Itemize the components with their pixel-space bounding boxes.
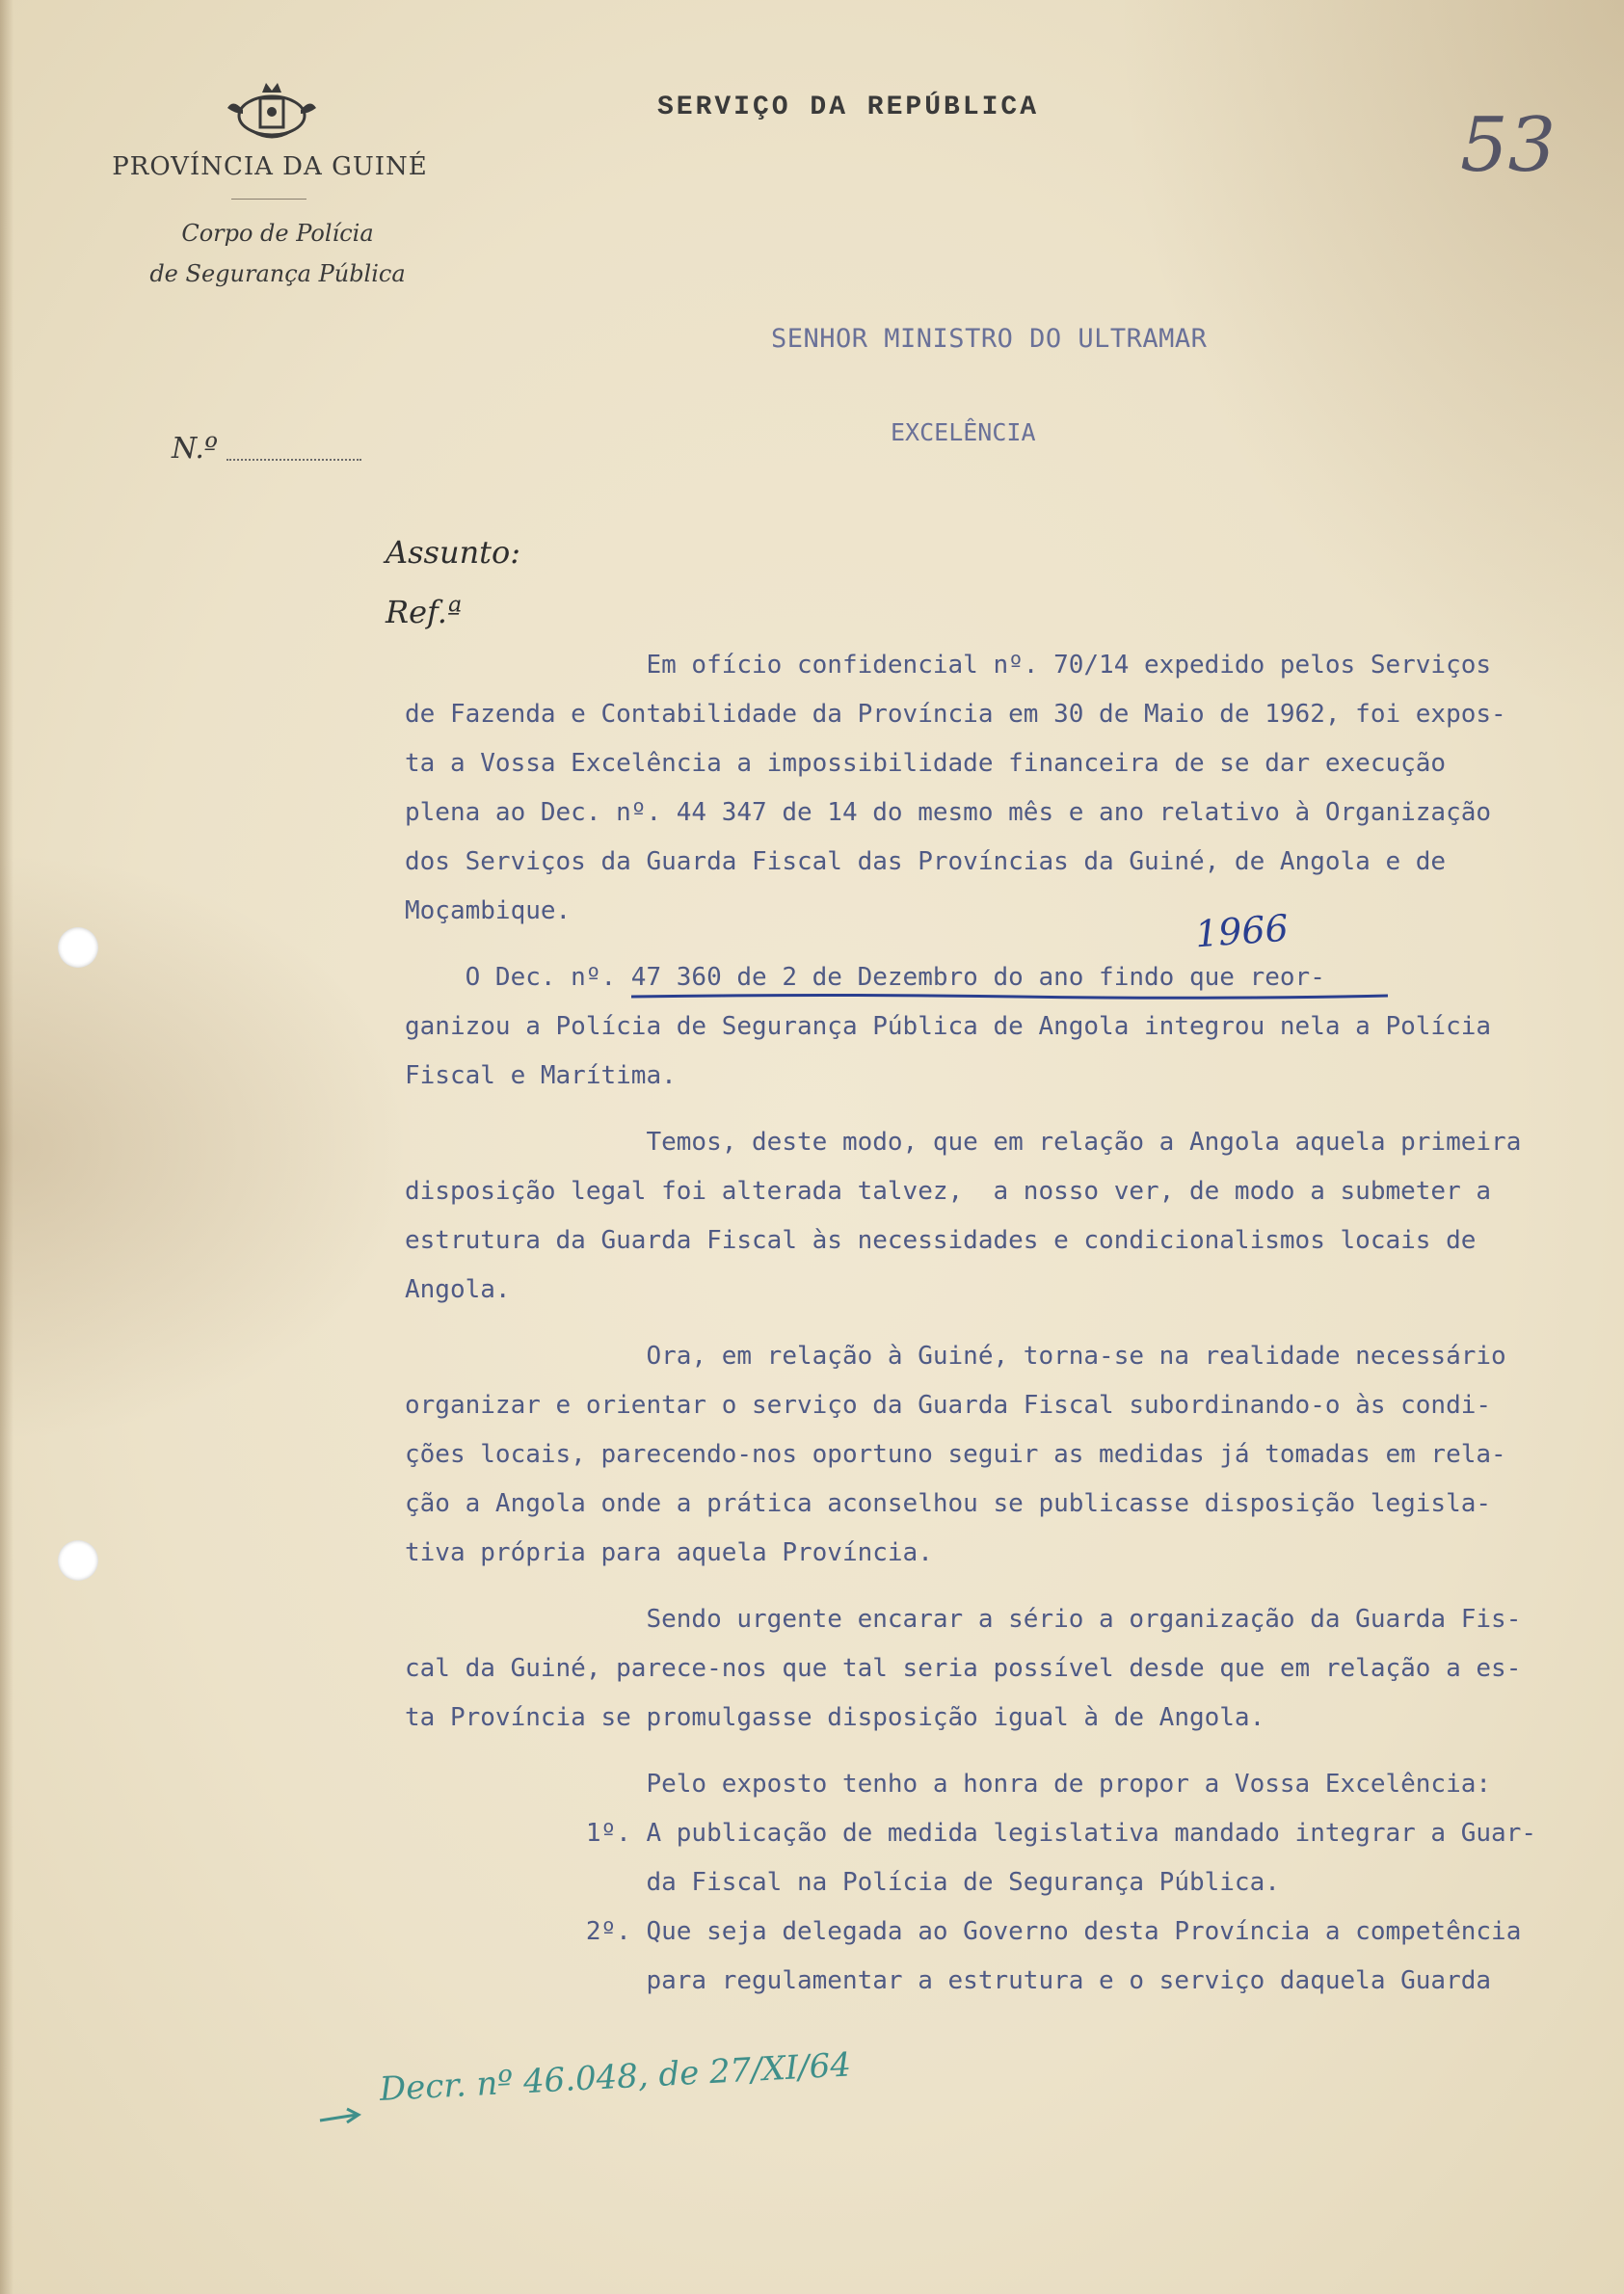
coat-of-arms-icon (224, 69, 320, 145)
corp-line-1: Corpo de Polícia (181, 220, 374, 247)
body-line: para regulamentar a estrutura e o serviço daquela Guarda (405, 1966, 1492, 1995)
paragraph-gap (405, 1578, 1552, 1595)
body-line: Temos, deste modo, que em relação a Angola aquela primeira (405, 1128, 1522, 1157)
body-line: Angola. (405, 1275, 511, 1304)
letterhead-divider (231, 199, 306, 200)
service-header: SERVIÇO DA REPÚBLICA (656, 93, 1040, 122)
letter-body (405, 641, 1552, 2006)
page-number-handwritten: 53 (1460, 102, 1557, 189)
body-line: plena ao Dec. nº. 44 347 de 14 do mesmo mês e ano relativo à Organização (405, 798, 1492, 827)
body-line: ções locais, parecendo-nos oportuno seguir as medidas já tomadas em rela- (405, 1440, 1506, 1469)
punch-hole-bottom (58, 1540, 98, 1581)
body-line: Moçambique. (405, 896, 572, 925)
paper-edge-shadow (0, 0, 13, 2294)
paragraph-gap (405, 936, 1552, 953)
addressee: SENHOR MINISTRO DO ULTRAMAR (771, 324, 1208, 354)
handwritten-footnote: Decr. nº 46.048, de 27/XI/64 (378, 2045, 852, 2109)
body-line: de Fazenda e Contabilidade da Província em 30 de Maio de 1962, foi expos- (405, 700, 1506, 729)
paragraph-gap (405, 1315, 1552, 1332)
numero-blank-line (226, 459, 361, 461)
ref-label: Ref.ª (386, 594, 463, 630)
arrow-mark-icon (318, 2107, 364, 2126)
body-line: dos Serviços da Guarda Fiscal das Províncias da Guiné, de Angola e de (405, 847, 1447, 876)
body-line: da Fiscal na Polícia de Segurança Pública. (405, 1868, 1280, 1897)
body-line: ta a Vossa Excelência a impossibilidade financeira de se dar execução (405, 749, 1447, 778)
body-line: estrutura da Guarda Fiscal às necessidades e condicionalismos locais de (405, 1226, 1477, 1255)
salutation: EXCELÊNCIA (891, 418, 1036, 446)
body-line: Em ofício confidencial nº. 70/14 expedido pelos Serviços (405, 651, 1492, 680)
body-line: ganizou a Polícia de Segurança Pública de Angola integrou nela a Polícia (405, 1012, 1492, 1041)
body-line: Fiscal e Marítima. (405, 1061, 677, 1090)
body-line: tiva própria para aquela Província. (405, 1538, 933, 1567)
body-line: organizar e orientar o serviço da Guarda Fiscal subordinando-o às condi- (405, 1391, 1492, 1420)
paragraph-gap (405, 1743, 1552, 1760)
paragraph-gap (405, 1101, 1552, 1118)
corp-line-2: de Segurança Pública (149, 260, 406, 287)
body-line: 1º. A publicação de medida legislativa mandado integrar a Guar- (405, 1819, 1536, 1848)
numero-label: N.º (172, 432, 218, 466)
assunto-label: Assunto: (386, 534, 521, 571)
body-line: disposição legal foi alterada talvez, a nosso ver, de modo a submeter a (405, 1177, 1492, 1206)
body-line: Sendo urgente encarar a sério a organização da Guarda Fis- (405, 1605, 1522, 1634)
punch-hole-top (58, 927, 98, 968)
body-line: 2º. Que seja delegada ao Governo desta Província a competência (405, 1917, 1522, 1946)
body-line: O Dec. nº. 47 360 de 2 de Dezembro do ano findo que reor- (405, 963, 1325, 992)
handwritten-year: 1966 (1193, 906, 1291, 956)
body-line: Pelo exposto tenho a honra de propor a Vossa Excelência: (405, 1770, 1492, 1799)
body-line: ta Província se promulgasse disposição igual à de Angola. (405, 1703, 1265, 1732)
body-line: ção a Angola onde a prática aconselhou se publicasse disposição legisla- (405, 1489, 1492, 1518)
province-name: PROVÍNCIA DA GUINÉ (112, 152, 428, 181)
body-line: cal da Guiné, parece-nos que tal seria possível desde que em relação a es- (405, 1654, 1522, 1683)
body-line: Ora, em relação à Guiné, torna-se na realidade necessário (405, 1342, 1506, 1371)
